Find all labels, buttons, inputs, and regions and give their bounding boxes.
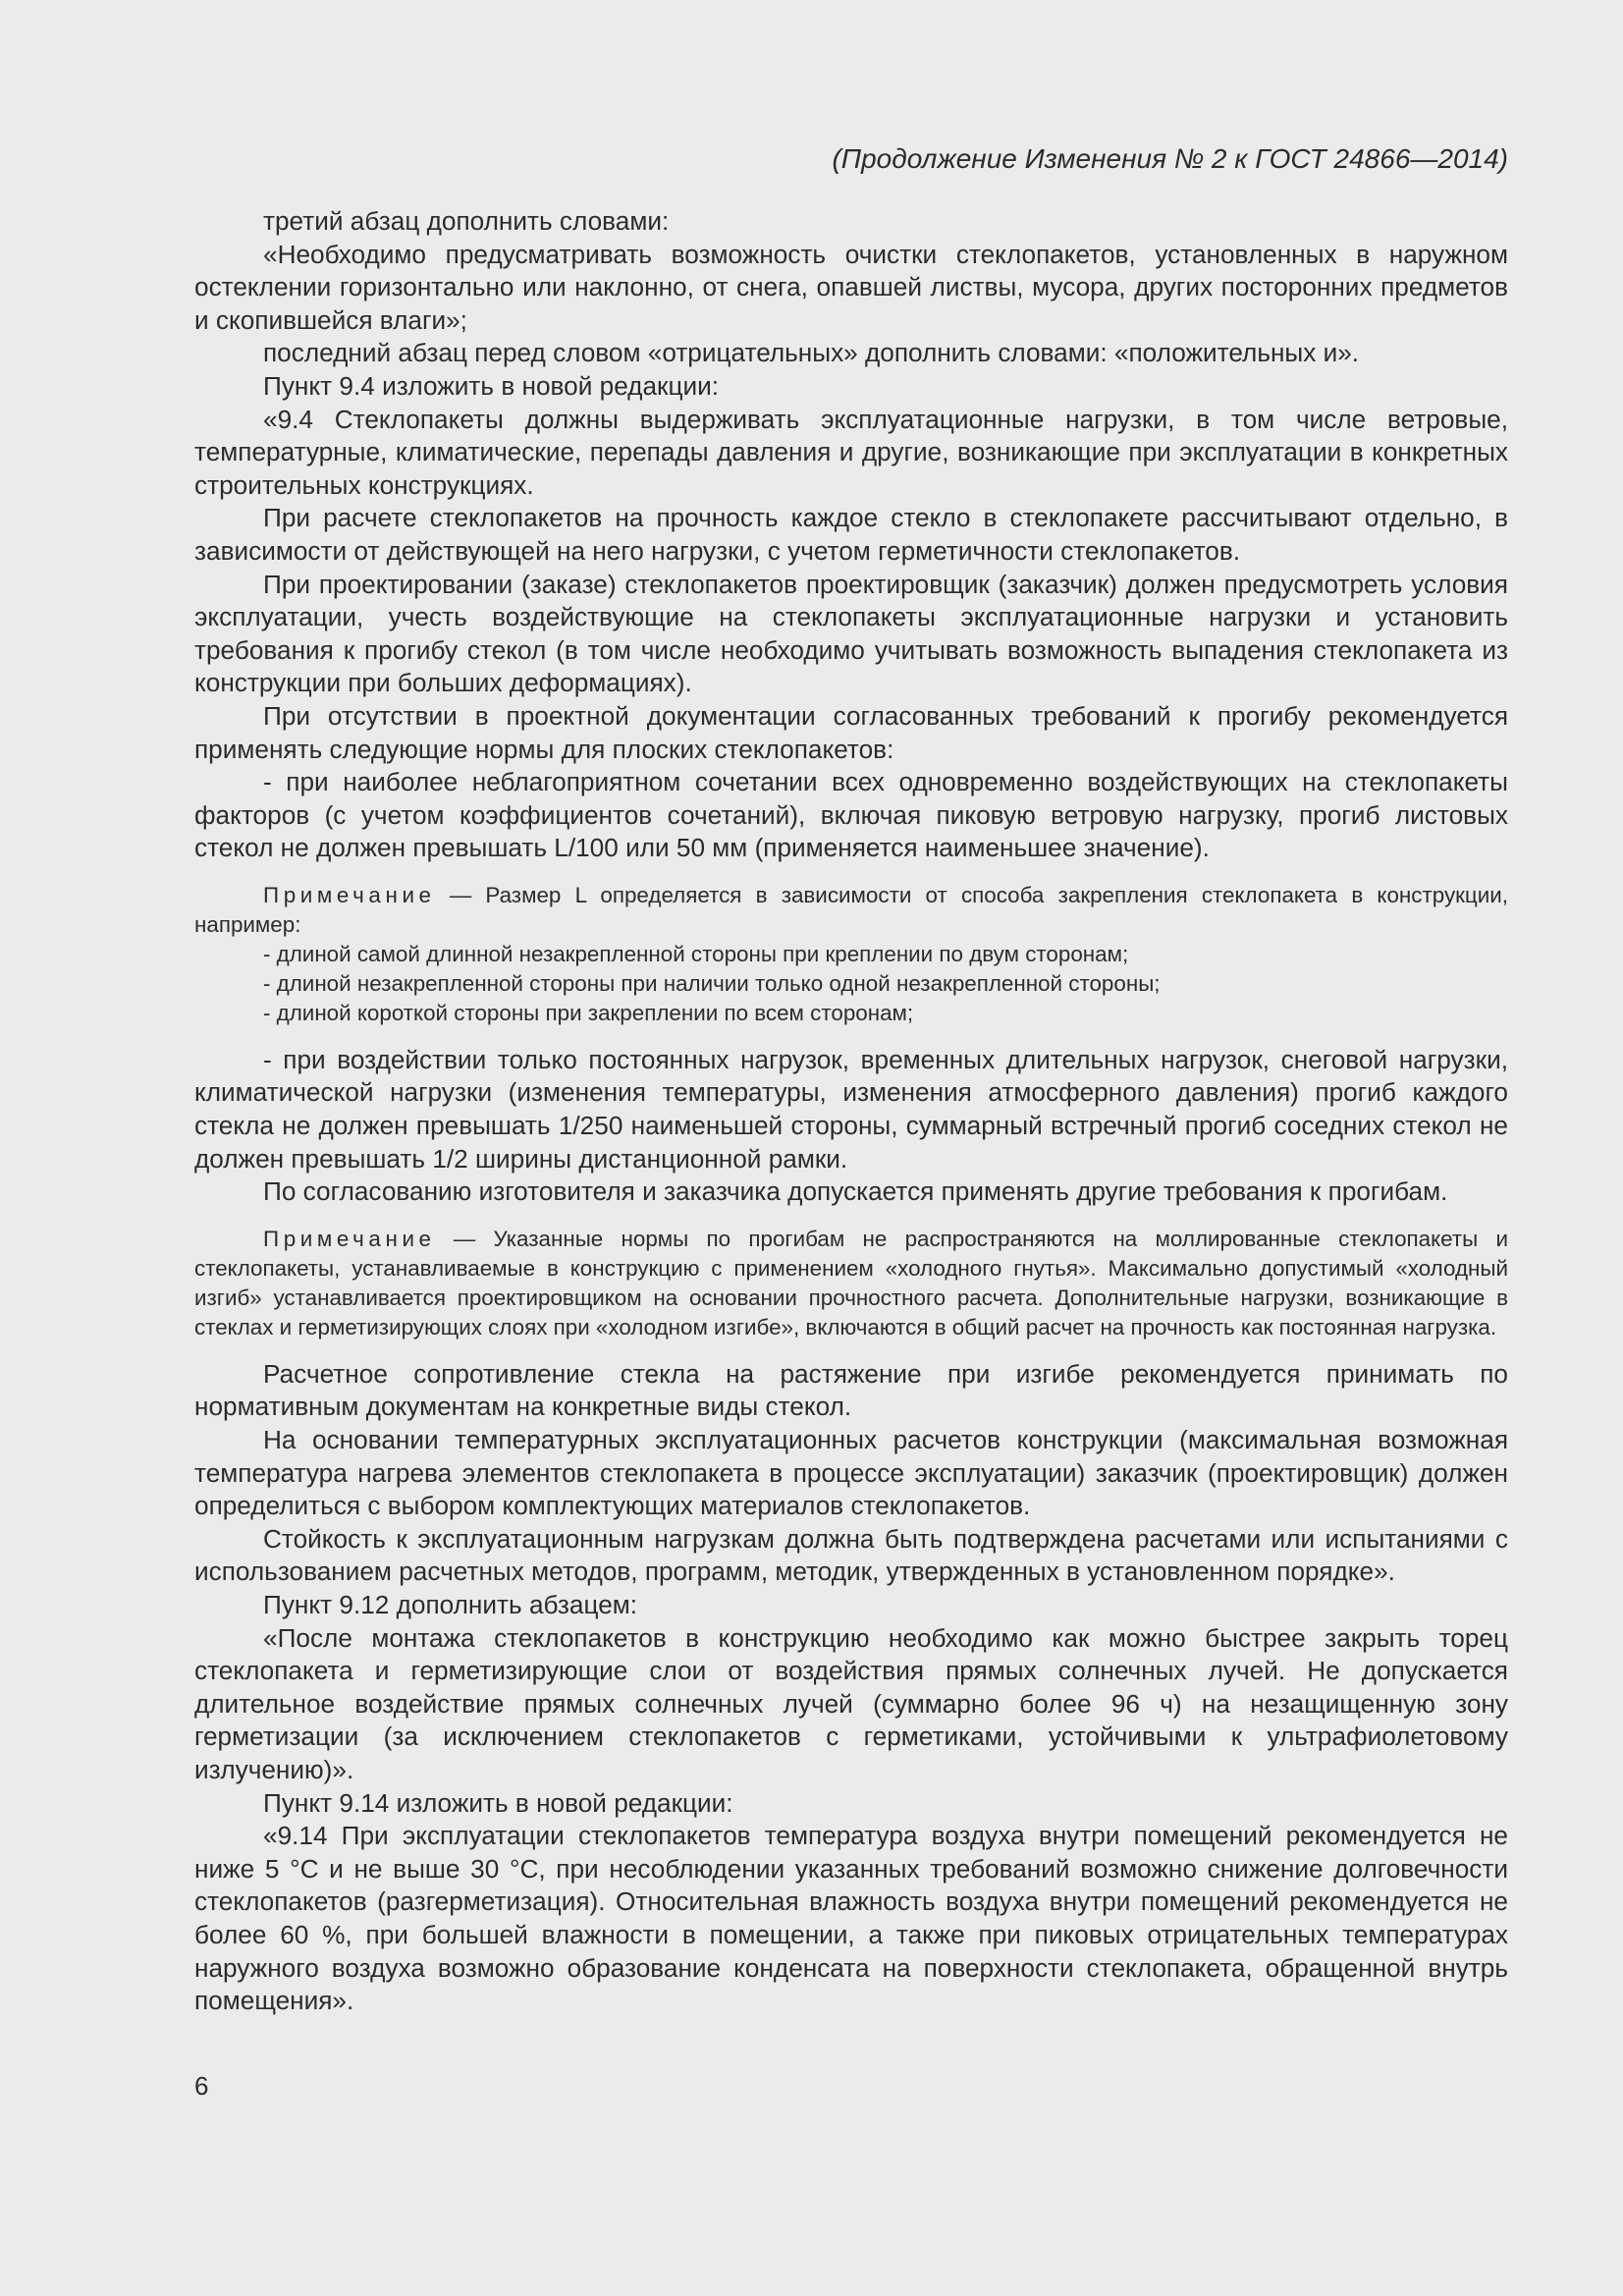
paragraph: При расчете стеклопакетов на прочность каждое стекло в стеклопакете рассчитывают отдельно, в зависимости от действующей на него нагрузки, с учетом герметичности стеклопакетов. (194, 503, 1508, 566)
paragraph: «Необходимо предусматривать возможность очистки стеклопакетов, установленных в наружном остеклении горизонтально или наклонно, от снега, опавшей листвы, мусора, других посторонних предметов и скопившейся влаги»; (194, 239, 1508, 335)
note-block (194, 881, 1508, 1028)
note-lead: Примечание (263, 1226, 436, 1251)
paragraph: Пункт 9.12 дополнить абзацем: (263, 1590, 638, 1619)
paragraph: - при воздействии только постоянных нагрузок, временных длительных нагрузок, снеговой нагрузки, климатической нагрузки (изменения температуры, изменения атмосферного давления) прогиб каждого стекла не должен превышать 1/250 наименьшей стороны, суммарный встречный прогиб соседних стекол не должен превышать 1/2 ширины дистанционной рамки. (194, 1044, 1508, 1174)
paragraph: При отсутствии в проектной документации согласованных требований к прогибу рекомендуется применять следующие нормы для плоских стеклопакетов: (194, 700, 1508, 764)
document-page (194, 142, 1508, 2018)
paragraph: «После монтажа стеклопакетов в конструкцию необходимо как можно быстрее закрыть торец стеклопакета и герметизирующие слои от воздействия прямых солнечных лучей. Не допускается длительное воздействие прямых солнечных лучей (суммарно более 96 ч) на незащищенную зону герметизации (за исключением стеклопакетов с герметиками, устойчивыми к ультрафиолетовому излучению)». (194, 1622, 1508, 1784)
note-body: — Размер L определяется в зависимости от способа закрепления стеклопакета в конструкции, например: (194, 882, 1508, 937)
paragraph: Стойкость к эксплуатационным нагрузкам должна быть подтверждена расчетами или испытаниями с использованием расчетных методов, программ, методик, утвержденных в установленном порядке». (194, 1523, 1508, 1587)
note-item: - длиной самой длинной незакрепленной стороны при креплении по двум сторонам; (263, 941, 1129, 966)
paragraph: «9.14 При эксплуатации стеклопакетов температура воздуха внутри помещений рекомендуется не ниже 5 °С и не выше 30 °С, при несоблюдении указанных требований возможно снижение долговечности стеклопакетов (разгерметизация). Относительная влажность воздуха внутри помещений рекомендуется не более 60 %, при большей влажности в помещении, а также при пиковых отрицательных температурах наружного воздуха возможно образование конденсата на поверхности стеклопакета, обращенной внутрь помещения». (194, 1821, 1508, 2016)
continuation-header: (Продолжение Изменения № 2 к ГОСТ 24866—2014) (832, 143, 1508, 174)
paragraph: последний абзац перед словом «отрицательных» дополнить словами: «положительных и». (263, 338, 1360, 368)
paragraph: - при наиболее неблагоприятном сочетании всех одновременно воздействующих на стеклопакеты факторов (с учетом коэффициентов сочетаний), включая пиковую ветровую нагрузку, прогиб листовых стекол не должен превышать L/100 или 50 мм (применяется наименьшее значение). (194, 767, 1508, 863)
note-item: - длиной короткой стороны при закреплении по всем сторонам; (263, 1000, 914, 1025)
paragraph: По согласованию изготовителя и заказчика допускается применять другие требования к прогибам. (263, 1176, 1448, 1207)
paragraph: На основании температурных эксплуатационных расчетов конструкции (максимальная возможная температура нагрева элементов стеклопакета в процессе эксплуатации) заказчик (проектировщик) должен определиться с выбором комплектующих материалов стеклопакетов. (194, 1425, 1508, 1521)
paragraph: Пункт 9.14 изложить в новой редакции: (263, 1787, 733, 1818)
note-body: — Указанные нормы по прогибам не распространяются на моллированные стеклопакеты и стеклопакеты, устанавливаемые в конструкцию с применением «холодного гнутья». Максимально допустимый «холодный изгиб» устанавливается проектировщиком на основании прочностного расчета. Дополнительные нагрузки, возникающие в стеклах и герметизирующих слоях при «холодном изгибе», включаются в общий расчет на прочность как постоянная нагрузка. (194, 1226, 1508, 1339)
paragraph: Расчетное сопротивление стекла на растяжение при изгибе рекомендуется принимать по нормативным документам на конкретные виды стекол. (194, 1358, 1508, 1422)
paragraph: Пункт 9.4 изложить в новой редакции: (263, 370, 720, 401)
note-block (194, 1225, 1508, 1342)
note-text (194, 881, 1508, 940)
page-number: 6 (194, 2071, 209, 2101)
paragraph: третий абзац дополнить словами: (263, 206, 670, 236)
paragraph: «9.4 Стеклопакеты должны выдерживать эксплуатационные нагрузки, в том числе ветровые, температурные, климатические, перепады давления и другие, возникающие при эксплуатации в конкретных строительных конструкциях. (194, 404, 1508, 500)
note-text (194, 1225, 1508, 1342)
note-item: - длиной незакрепленной стороны при наличии только одной незакрепленной стороны; (263, 970, 1161, 996)
paragraph: При проектировании (заказе) стеклопакетов проектировщик (заказчик) должен предусмотреть условия эксплуатации, учесть воздействующие на стеклопакеты эксплуатационные нагрузки и установить требования к прогибу стекол (в том числе необходимо учитывать возможность выпадения стеклопакета из конструкции при больших деформациях). (194, 569, 1508, 698)
note-lead: Примечание (263, 882, 436, 907)
